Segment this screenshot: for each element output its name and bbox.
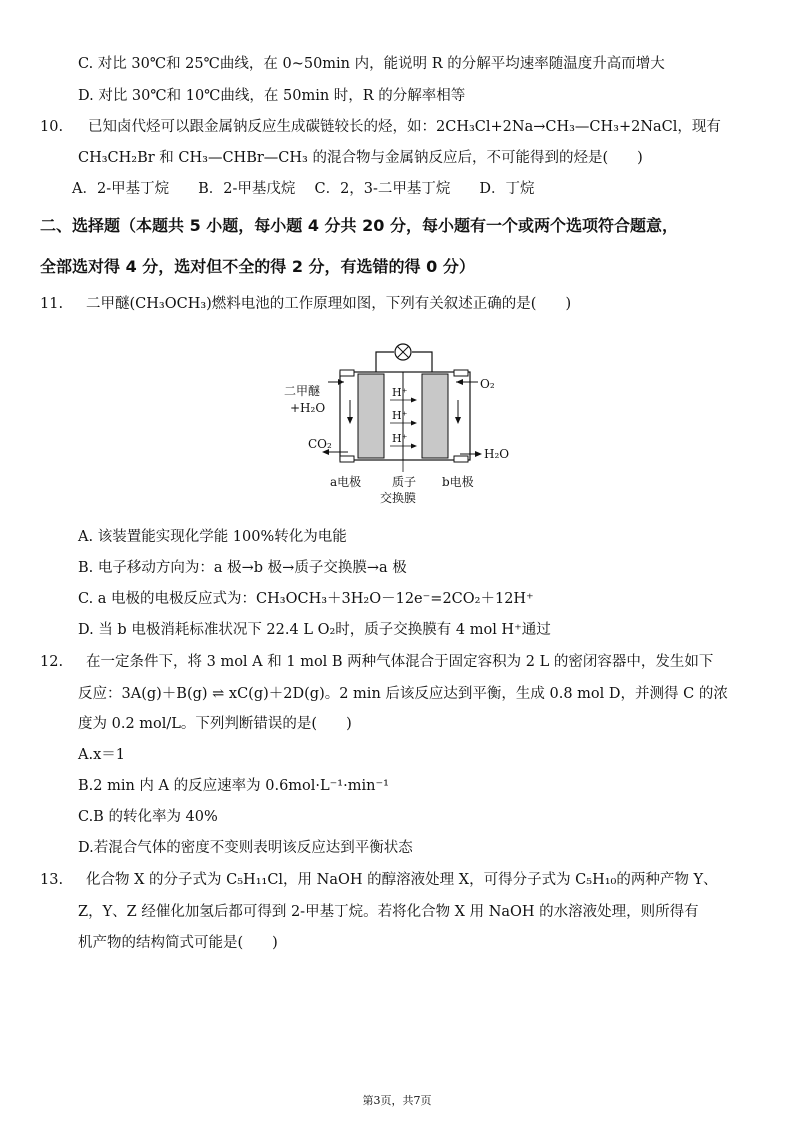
electrode-b-plate — [422, 374, 448, 458]
page-footer: 第3页，共7页 — [362, 1094, 432, 1107]
q11-option-b: B. 电子移动方向为：a 极→b 极→质子交换膜→a 极 — [78, 560, 407, 576]
o2-label: O₂ — [480, 377, 495, 391]
q10-stem-line2: CH₃CH₂Br 和 CH₃—CHBr—CH₃ 的混合物与金属钠反应后，不可能得到的烃是( ) — [78, 150, 643, 166]
circuit-wire-right — [412, 352, 432, 372]
electrode-b-label: b电极 — [442, 475, 474, 489]
proton-label-3: H⁺ — [392, 432, 408, 445]
q11-option-a: A. 该装置能实现化学能 100%转化为电能 — [78, 529, 347, 545]
q12-option-b: B.2 min 内 A 的反应速率为 0.6mol·L⁻¹·min⁻¹ — [78, 778, 389, 794]
lamp-icon — [395, 344, 411, 360]
q12-stem-line1: 在一定条件下，将 3 mol A 和 1 mol B 两种气体混合于固定容积为 2 L 的密闭容器中，发生如下 — [86, 654, 714, 670]
fuel-label-1: 二甲醚 — [284, 384, 321, 398]
membrane-label-1: 质子 — [392, 475, 417, 489]
q10-options: A．2-甲基丁烷 B．2-甲基戊烷 C．2，3-二甲基丁烷 D．丁烷 — [72, 181, 535, 197]
q12-number: 12. — [40, 654, 64, 670]
h2o-outlet-arrowhead — [475, 451, 482, 457]
proton-label-1: H⁺ — [392, 386, 408, 399]
membrane-label-2: 交换膜 — [380, 491, 417, 505]
q9-option-c: C. 对比 30℃和 25℃曲线，在 0~50min 内，能说明 R 的分解平均速率随温度升高而增大 — [78, 56, 665, 72]
q12-option-d: D.若混合气体的密度不变则表明该反应达到平衡状态 — [78, 840, 413, 856]
h2o-label: H₂O — [484, 447, 510, 461]
proton-label-2: H⁺ — [392, 409, 408, 422]
q13-stem-line2: Z，Y、Z 经催化加氢后都可得到 2-甲基丁烷。若将化合物 X 用 NaOH 的水溶液处理，则所得有 — [78, 904, 699, 920]
q11-option-d: D. 当 b 电极消耗标准状况下 22.4 L O₂时，质子交换膜有 4 mol H⁺通过 — [78, 622, 551, 638]
q10-number: 10. — [40, 119, 64, 135]
q12-stem-line3: 度为 0.2 mol/L。下列判断错误的是( ) — [78, 716, 352, 732]
electrode-a-label: a电极 — [330, 475, 362, 489]
q12-stem-line2: 反应：3A(g)＋B(g) ⇌ xC(g)＋2D(g)。2 min 后该反应达到平衡，生成 0.8 mol D，并测得 C 的浓 — [78, 686, 728, 702]
electrode-a-plate — [358, 374, 384, 458]
cap-top-right — [454, 370, 468, 376]
q12-option-c: C.B 的转化率为 40% — [78, 809, 218, 825]
fuel-cell-diagram — [282, 340, 522, 510]
q13-number: 13. — [40, 872, 64, 888]
q10-stem-line1: 已知卤代烃可以跟金属钠反应生成碳链较长的烃，如：2CH₃Cl+2Na→CH₃—CH₃+2NaCl，现有 — [88, 119, 721, 135]
q13-stem-line1: 化合物 X 的分子式为 C₅H₁₁Cl，用 NaOH 的醇溶液处理 X，可得分子式为 C₅H₁₀的两种产物 Y、 — [86, 872, 718, 888]
q11-option-c: C. a 电极的电极反应式为：CH₃OCH₃＋3H₂O－12e⁻=2CO₂＋12H⁺ — [78, 591, 534, 607]
cap-bottom-right — [454, 456, 468, 462]
q11-stem: 二甲醚(CH₃OCH₃)燃料电池的工作原理如图，下列有关叙述正确的是( ) — [86, 296, 572, 312]
section2-heading-line2: 全部选对得 4 分，选对但不全的得 2 分，有选错的得 0 分） — [40, 257, 475, 276]
cap-bottom-left — [340, 456, 354, 462]
co2-label: CO₂ — [308, 437, 332, 451]
q13-stem-line3: 机产物的结构简式可能是( ) — [78, 935, 278, 951]
q11-number: 11. — [40, 296, 64, 312]
cap-top-left — [340, 370, 354, 376]
q12-option-a: A.x＝1 — [78, 747, 125, 763]
section2-heading-line1: 二、选择题（本题共 5 小题，每小题 4 分共 20 分，每小题有一个或两个选项符合题意， — [40, 216, 678, 235]
circuit-wire-left — [376, 352, 394, 372]
fuel-label-2: +H₂O — [290, 401, 326, 415]
q9-option-d: D. 对比 30℃和 10℃曲线，在 50min 时，R 的分解率相等 — [78, 88, 466, 104]
